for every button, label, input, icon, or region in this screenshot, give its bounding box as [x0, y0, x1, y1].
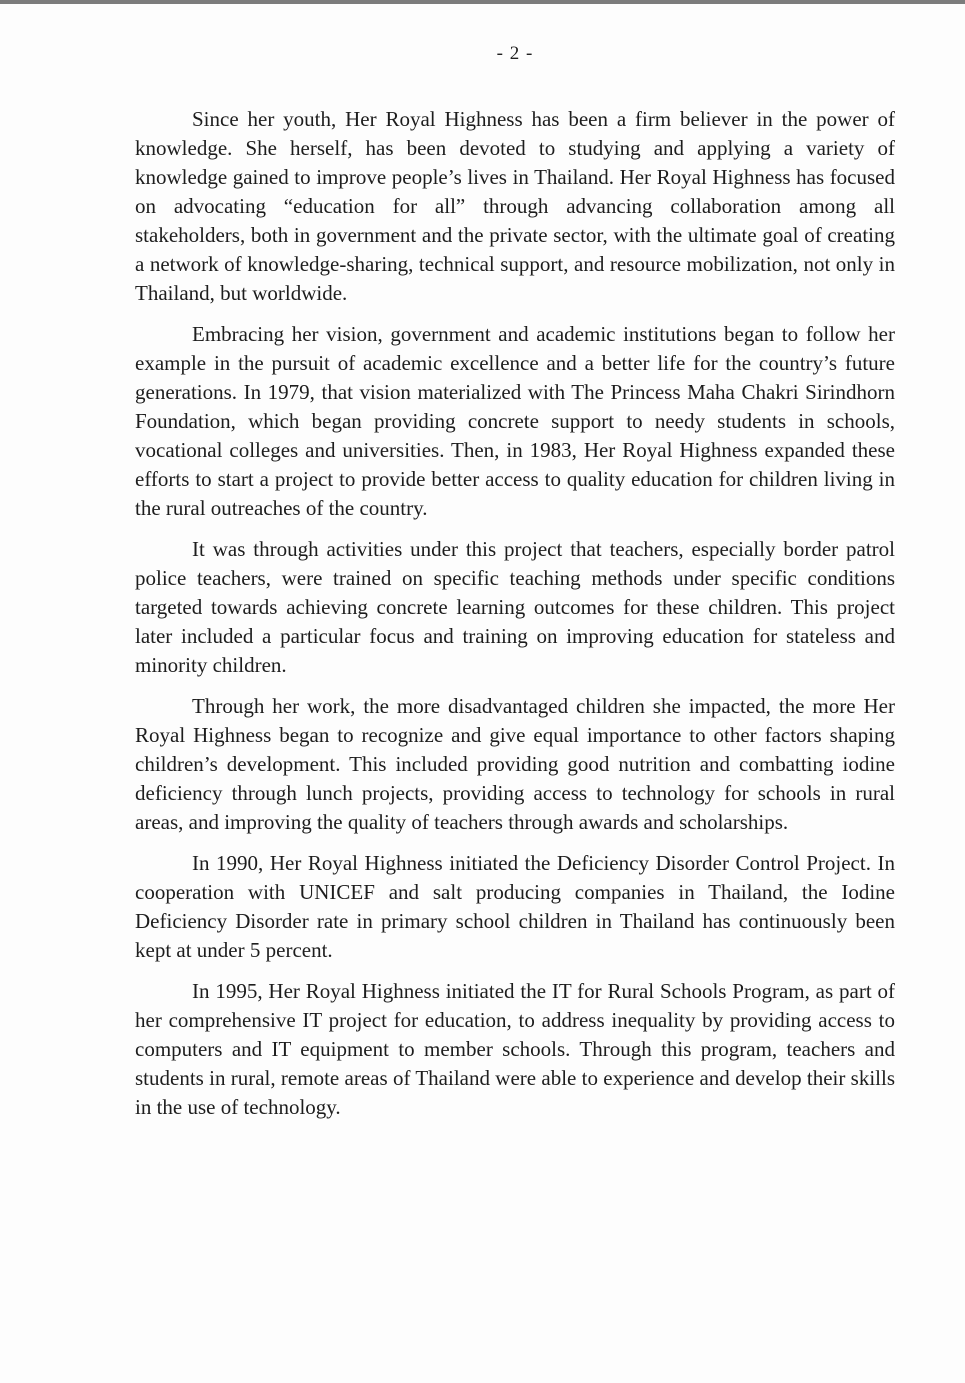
page-number: - 2 -: [496, 43, 534, 64]
paragraph: Since her youth, Her Royal Highness has been a firm believer in the power of knowledge. She herself, has been devoted to studying and applying a variety of knowledge gained to improve people’s lives in Thailand. Her Royal Highness has focused on advocating “education for all” through advancing collaboration among all stakeholders, both in government and the private sector, with the ultimate goal of creating a network of knowledge-sharing, technical support, and resource mobilization, not only in Thailand, but worldwide.: [135, 107, 895, 305]
document-body: [135, 105, 895, 1122]
paragraph: Embracing her vision, government and academic institutions began to follow her example in the pursuit of academic excellence and a better life for the country’s future generations. In 1979, that vision materialized with The Princess Maha Chakri Sirindhorn Foundation, which began providing concrete support to needy students in schools, vocational colleges and universities. Then, in 1983, Her Royal Highness expanded these efforts to start a project to provide better access to quality education for children living in the rural outreaches of the country.: [135, 322, 895, 520]
paragraph: It was through activities under this project that teachers, especially border patrol police teachers, were trained on specific teaching methods under specific conditions targeted towards achieving concrete learning outcomes for these children. This project later included a particular focus and training on improving education for stateless and minority children.: [135, 537, 895, 677]
scan-edge-bar: [0, 0, 965, 4]
paragraph: Through her work, the more disadvantaged children she impacted, the more Her Royal Highness began to recognize and give equal importance to other factors shaping children’s development. This included providing good nutrition and combatting iodine deficiency through lunch projects, providing access to technology for schools in rural areas, and improving the quality of teachers through awards and scholarships.: [135, 694, 895, 834]
paragraph: In 1990, Her Royal Highness initiated the Deficiency Disorder Control Project. In cooperation with UNICEF and salt producing companies in Thailand, the Iodine Deficiency Disorder rate in primary school children in Thailand has continuously been kept at under 5 percent.: [135, 851, 895, 962]
document-page: [135, 42, 895, 1122]
paragraph: In 1995, Her Royal Highness initiated the IT for Rural Schools Program, as part of her comprehensive IT project for education, to address inequality by providing access to computers and IT equipment to member schools. Through this program, teachers and students in rural, remote areas of Thailand were able to experience and develop their skills in the use of technology.: [135, 979, 895, 1119]
